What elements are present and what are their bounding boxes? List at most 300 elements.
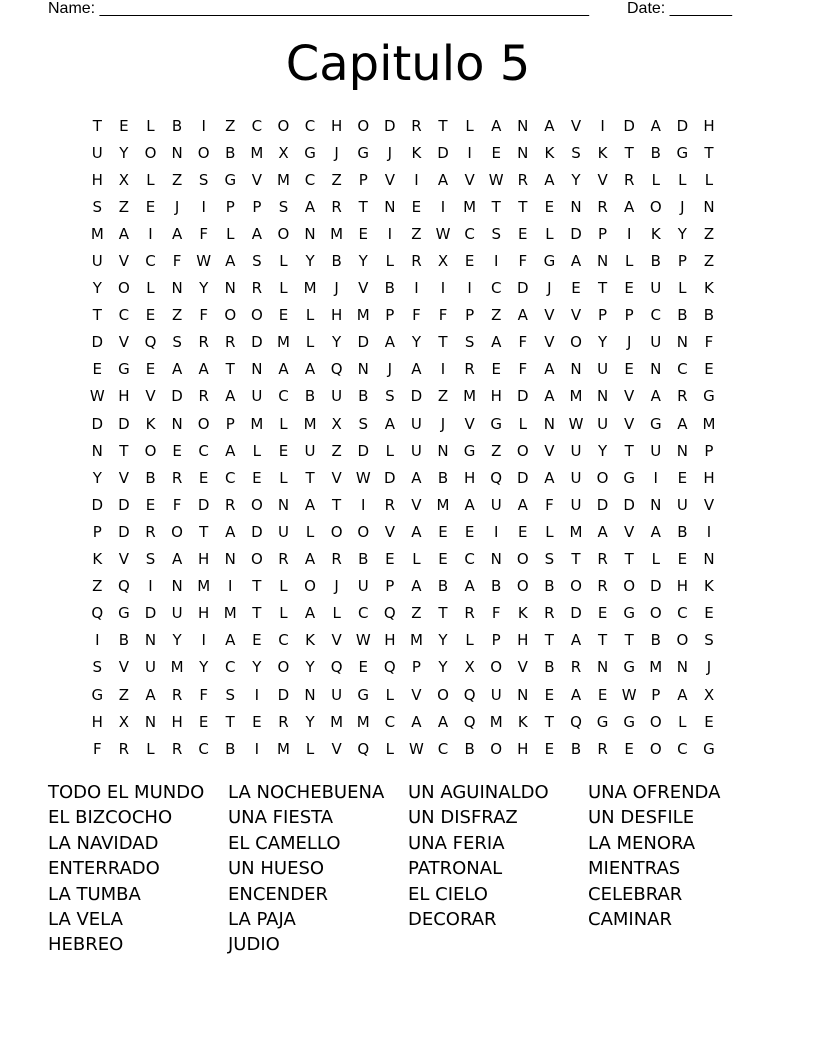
grid-letter: E: [571, 279, 581, 298]
grid-letter: T: [305, 468, 315, 487]
grid-letter: O: [649, 739, 662, 758]
grid-letter: Q: [463, 685, 476, 704]
grid-letter: N: [650, 360, 662, 379]
word-item: DECORAR: [408, 909, 497, 931]
grid-letter: L: [279, 279, 288, 298]
grid-letter: T: [92, 116, 102, 135]
grid-letter: L: [651, 550, 660, 569]
grid-letter: M: [90, 224, 104, 243]
grid-letter: H: [171, 712, 183, 731]
grid-letter: I: [467, 143, 472, 162]
grid-letter: G: [676, 143, 689, 162]
grid-letter: Y: [252, 658, 262, 677]
grid-letter: Y: [332, 333, 342, 352]
grid-letter: O: [330, 522, 343, 541]
grid-letter: F: [438, 306, 448, 325]
word-item: CAMINAR: [588, 909, 673, 931]
grid-letter: R: [597, 197, 608, 216]
grid-letter: M: [356, 306, 370, 325]
grid-letter: V: [331, 739, 342, 758]
grid-letter: O: [277, 116, 290, 135]
grid-letter: A: [570, 685, 582, 704]
grid-letter: F: [199, 224, 208, 243]
grid-letter: Q: [383, 658, 396, 677]
word-item: LA VELA: [48, 909, 123, 931]
grid-letter: N: [224, 550, 236, 569]
grid-letter: I: [361, 495, 366, 514]
grid-letter: A: [464, 577, 475, 596]
grid-letter: U: [410, 414, 422, 433]
grid-letter: E: [464, 252, 475, 271]
grid-letter: O: [596, 468, 609, 487]
grid-letter: Y: [172, 631, 182, 650]
grid-letter: T: [119, 441, 129, 460]
grid-letter: A: [225, 631, 236, 650]
grid-letter: Z: [411, 224, 422, 243]
grid-letter: D: [649, 577, 662, 596]
grid-letter: W: [435, 224, 451, 243]
grid-letter: R: [331, 197, 342, 216]
grid-letter: D: [197, 495, 210, 514]
grid-letter: N: [676, 441, 688, 460]
grid-letter: S: [145, 550, 156, 569]
grid-letter: F: [172, 495, 182, 514]
grid-letter: H: [384, 631, 396, 650]
grid-letter: V: [145, 387, 156, 406]
grid-letter: Z: [118, 197, 130, 216]
word-column: [228, 780, 408, 958]
grid-letter: U: [331, 685, 343, 704]
grid-letter: C: [145, 252, 156, 271]
grid-letter: L: [545, 522, 554, 541]
grid-letter: I: [440, 279, 446, 298]
grid-letter: D: [118, 522, 130, 541]
grid-row: [84, 383, 722, 410]
grid-letter: V: [624, 387, 635, 406]
grid-letter: H: [517, 739, 529, 758]
grid-letter: D: [384, 116, 396, 135]
grid-letter: L: [465, 631, 474, 650]
grid-letter: B: [171, 116, 183, 135]
grid-letter: C: [677, 739, 688, 758]
grid-letter: A: [544, 116, 555, 135]
grid-letter: A: [517, 495, 528, 514]
grid-letter: A: [491, 116, 502, 135]
grid-row: [84, 356, 722, 383]
grid-letter: Y: [119, 143, 129, 162]
grid-letter: L: [385, 685, 394, 704]
grid-letter: C: [251, 116, 263, 135]
grid-letter: Y: [597, 441, 608, 460]
grid-letter: P: [225, 197, 235, 216]
grid-letter: N: [171, 143, 183, 162]
grid-letter: E: [411, 197, 422, 216]
word-column: [588, 780, 768, 932]
grid-letter: P: [677, 252, 687, 271]
grid-letter: C: [198, 441, 209, 460]
grid-letter: M: [250, 143, 264, 162]
grid-letter: Z: [331, 170, 342, 189]
grid-letter: Y: [597, 333, 608, 352]
grid-row: [84, 166, 722, 193]
grid-letter: E: [544, 685, 555, 704]
grid-letter: O: [224, 306, 237, 325]
grid-letter: S: [172, 333, 182, 352]
grid-letter: C: [650, 306, 661, 325]
grid-letter: E: [624, 739, 634, 758]
word-item: UNA FIESTA: [228, 807, 334, 829]
grid-letter: K: [411, 143, 422, 162]
grid-row: [84, 573, 722, 600]
grid-letter: T: [92, 306, 102, 325]
grid-letter: H: [463, 468, 476, 487]
grid-letter: R: [145, 522, 156, 541]
grid-letter: R: [251, 279, 263, 298]
grid-letter: M: [436, 495, 450, 514]
grid-row: [84, 600, 722, 627]
grid-row: [84, 220, 722, 247]
grid-letter: Q: [490, 468, 503, 487]
grid-letter: Y: [677, 224, 687, 243]
grid-letter: E: [518, 224, 528, 243]
grid-letter: C: [225, 658, 236, 677]
grid-letter: F: [92, 739, 102, 758]
grid-letter: D: [384, 468, 396, 487]
grid-letter: A: [624, 197, 635, 216]
grid-letter: K: [145, 414, 156, 433]
grid-letter: A: [145, 685, 156, 704]
grid-letter: I: [440, 197, 446, 216]
grid-letter: R: [331, 550, 342, 569]
grid-letter: T: [438, 604, 448, 623]
grid-letter: D: [91, 495, 104, 514]
grid-letter: L: [279, 604, 288, 623]
grid-letter: F: [172, 252, 182, 271]
grid-letter: R: [623, 170, 635, 189]
grid-letter: I: [414, 279, 419, 298]
grid-letter: S: [571, 143, 581, 162]
grid-letter: N: [596, 252, 609, 271]
grid-letter: Q: [91, 604, 104, 623]
grid-letter: O: [516, 550, 529, 569]
word-item: PATRONAL: [408, 858, 503, 880]
grid-letter: D: [357, 333, 370, 352]
grid-letter: O: [197, 414, 210, 433]
grid-letter: A: [411, 522, 422, 541]
grid-letter: E: [544, 739, 555, 758]
grid-letter: N: [304, 224, 316, 243]
grid-letter: Q: [330, 658, 343, 677]
grid-letter: T: [624, 631, 634, 650]
grid-letter: J: [440, 414, 446, 433]
grid-letter: R: [171, 739, 183, 758]
grid-letter: W: [355, 631, 371, 650]
grid-letter: A: [198, 360, 209, 379]
grid-letter: R: [225, 333, 236, 352]
grid-letter: Z: [225, 116, 236, 135]
grid-row: [84, 464, 722, 491]
grid-letter: Z: [171, 170, 183, 189]
grid-letter: B: [331, 252, 342, 271]
name-field-label: Name: _______________________________________________________: [48, 0, 589, 17]
grid-letter: G: [490, 414, 503, 433]
grid-letter: O: [277, 224, 290, 243]
grid-row: [84, 491, 722, 518]
word-item: UN HUESO: [228, 858, 325, 880]
grid-letter: B: [570, 739, 582, 758]
grid-letter: G: [118, 604, 130, 623]
grid-letter: G: [118, 360, 130, 379]
grid-letter: U: [410, 441, 422, 460]
grid-letter: E: [704, 712, 714, 731]
grid-letter: D: [251, 522, 263, 541]
grid-letter: O: [516, 577, 529, 596]
grid-letter: P: [598, 224, 608, 243]
grid-letter: L: [651, 170, 660, 189]
grid-row: [84, 275, 722, 302]
grid-letter: B: [358, 550, 369, 569]
grid-letter: O: [250, 306, 263, 325]
word-item: UN DISFRAZ: [408, 807, 518, 829]
grid-letter: I: [706, 522, 712, 541]
grid-letter: M: [197, 577, 211, 596]
grid-letter: O: [144, 143, 157, 162]
grid-letter: O: [490, 658, 503, 677]
grid-letter: L: [279, 414, 288, 433]
grid-letter: E: [438, 550, 448, 569]
grid-letter: O: [144, 441, 157, 460]
grid-letter: O: [649, 197, 662, 216]
grid-letter: L: [678, 712, 687, 731]
grid-letter: X: [278, 143, 289, 162]
grid-letter: N: [384, 197, 396, 216]
grid-letter: A: [597, 522, 608, 541]
grid-letter: Z: [491, 441, 502, 460]
grid-letter: D: [517, 468, 529, 487]
grid-letter: Y: [92, 279, 102, 298]
grid-letter: E: [624, 360, 634, 379]
grid-letter: C: [677, 360, 688, 379]
grid-letter: N: [596, 658, 609, 677]
grid-letter: T: [332, 495, 342, 514]
grid-letter: J: [334, 577, 339, 596]
word-item: EL CAMELLO: [228, 832, 341, 854]
grid-letter: A: [225, 252, 236, 271]
grid-row: [84, 410, 722, 437]
grid-letter: R: [677, 387, 688, 406]
grid-letter: B: [544, 577, 555, 596]
grid-letter: N: [517, 143, 529, 162]
grid-letter: I: [467, 279, 472, 298]
grid-letter: B: [677, 306, 688, 325]
grid-letter: U: [570, 495, 582, 514]
grid-letter: S: [358, 414, 368, 433]
grid-letter: E: [252, 468, 262, 487]
grid-letter: X: [118, 170, 130, 189]
grid-letter: J: [680, 197, 685, 216]
grid-letter: L: [146, 739, 155, 758]
grid-letter: K: [704, 577, 714, 596]
grid-letter: M: [463, 197, 477, 216]
grid-letter: P: [598, 306, 608, 325]
grid-letter: B: [304, 387, 316, 406]
grid-letter: W: [568, 414, 584, 433]
grid-letter: E: [438, 522, 448, 541]
grid-letter: V: [703, 495, 715, 514]
grid-letter: V: [544, 333, 555, 352]
grid-letter: B: [650, 143, 661, 162]
grid-letter: S: [92, 197, 103, 216]
grid-row: [84, 735, 722, 762]
grid-letter: M: [330, 712, 344, 731]
grid-letter: I: [201, 631, 206, 650]
word-item: JUDIO: [228, 934, 280, 956]
grid-letter: H: [490, 387, 502, 406]
grid-letter: T: [199, 522, 209, 541]
grid-letter: E: [198, 712, 209, 731]
grid-letter: N: [251, 360, 263, 379]
grid-letter: S: [544, 550, 555, 569]
grid-letter: T: [225, 712, 235, 731]
grid-row: [84, 437, 722, 464]
grid-letter: Y: [199, 658, 209, 677]
grid-letter: Z: [437, 387, 449, 406]
grid-letter: Z: [703, 224, 715, 243]
grid-letter: T: [544, 631, 554, 650]
grid-letter: A: [304, 495, 316, 514]
grid-letter: L: [678, 279, 687, 298]
grid-letter: W: [409, 739, 424, 758]
grid-row: [84, 681, 722, 708]
grid-letter: L: [146, 170, 155, 189]
grid-letter: P: [465, 306, 475, 325]
grid-letter: K: [704, 279, 714, 298]
grid-letter: D: [277, 685, 290, 704]
grid-letter: U: [490, 495, 502, 514]
grid-letter: V: [544, 441, 555, 460]
grid-letter: N: [171, 577, 183, 596]
grid-letter: R: [225, 495, 236, 514]
grid-letter: H: [91, 170, 103, 189]
grid-letter: O: [437, 685, 449, 704]
grid-letter: E: [518, 522, 528, 541]
grid-letter: Y: [305, 658, 315, 677]
grid-letter: G: [703, 739, 715, 758]
grid-letter: R: [464, 360, 475, 379]
word-item: LA NAVIDAD: [48, 832, 159, 854]
grid-letter: B: [491, 577, 502, 596]
grid-letter: U: [597, 414, 609, 433]
grid-letter: Z: [411, 604, 422, 623]
grid-letter: M: [250, 414, 264, 433]
grid-letter: R: [118, 739, 130, 758]
grid-letter: Z: [331, 441, 342, 460]
grid-letter: N: [676, 658, 688, 677]
word-item: UNA FERIA: [408, 832, 505, 854]
grid-letter: N: [304, 685, 316, 704]
grid-letter: Y: [92, 468, 102, 487]
grid-letter: T: [544, 712, 554, 731]
grid-letter: T: [358, 197, 368, 216]
grid-letter: H: [331, 116, 343, 135]
grid-letter: J: [334, 279, 339, 298]
grid-letter: B: [225, 739, 236, 758]
grid-letter: U: [570, 441, 582, 460]
grid-letter: I: [493, 522, 499, 541]
grid-letter: H: [198, 604, 210, 623]
grid-letter: E: [358, 224, 368, 243]
grid-letter: I: [626, 224, 632, 243]
grid-letter: I: [653, 468, 658, 487]
grid-letter: Y: [411, 333, 421, 352]
grid-letter: Q: [117, 577, 130, 596]
grid-letter: C: [677, 604, 688, 623]
grid-letter: K: [650, 224, 661, 243]
grid-letter: P: [624, 306, 634, 325]
grid-letter: P: [385, 577, 395, 596]
grid-letter: V: [358, 279, 369, 298]
grid-letter: U: [277, 522, 289, 541]
grid-letter: A: [570, 631, 582, 650]
grid-letter: S: [92, 658, 103, 677]
grid-letter: O: [623, 577, 636, 596]
grid-letter: G: [304, 143, 316, 162]
grid-letter: G: [543, 252, 556, 271]
grid-letter: A: [118, 224, 130, 243]
grid-letter: Z: [171, 306, 183, 325]
grid-letter: R: [464, 604, 475, 623]
word-item: UN AGUINALDO: [408, 782, 549, 803]
grid-letter: E: [624, 279, 634, 298]
grid-letter: M: [409, 631, 423, 650]
grid-letter: Y: [358, 252, 368, 271]
grid-letter: T: [597, 279, 608, 298]
grid-letter: P: [704, 441, 714, 460]
grid-row: [84, 546, 722, 573]
grid-letter: F: [199, 685, 208, 704]
grid-letter: L: [226, 224, 235, 243]
grid-letter: R: [544, 604, 555, 623]
grid-letter: A: [225, 387, 236, 406]
word-column: [408, 780, 588, 932]
word-item: MIENTRAS: [588, 858, 681, 880]
grid-letter: C: [357, 604, 369, 623]
grid-letter: Z: [491, 306, 502, 325]
grid-letter: I: [95, 631, 100, 650]
grid-letter: J: [334, 143, 339, 162]
grid-letter: G: [357, 685, 370, 704]
grid-letter: D: [570, 224, 582, 243]
grid-letter: W: [621, 685, 637, 704]
grid-letter: R: [171, 685, 183, 704]
grid-letter: D: [357, 441, 370, 460]
grid-letter: M: [489, 712, 503, 731]
grid-letter: O: [649, 712, 662, 731]
grid-letter: A: [411, 712, 422, 731]
grid-letter: C: [304, 116, 316, 135]
grid-letter: N: [596, 387, 609, 406]
grid-letter: E: [544, 197, 555, 216]
grid-letter: V: [411, 685, 422, 704]
grid-letter: L: [545, 224, 554, 243]
grid-letter: L: [305, 306, 315, 325]
grid-letter: C: [384, 712, 396, 731]
grid-letter: U: [676, 495, 688, 514]
grid-letter: M: [649, 658, 663, 677]
grid-letter: Q: [383, 604, 396, 623]
word-item: LA MENORA: [588, 832, 696, 854]
grid-letter: M: [276, 333, 290, 352]
